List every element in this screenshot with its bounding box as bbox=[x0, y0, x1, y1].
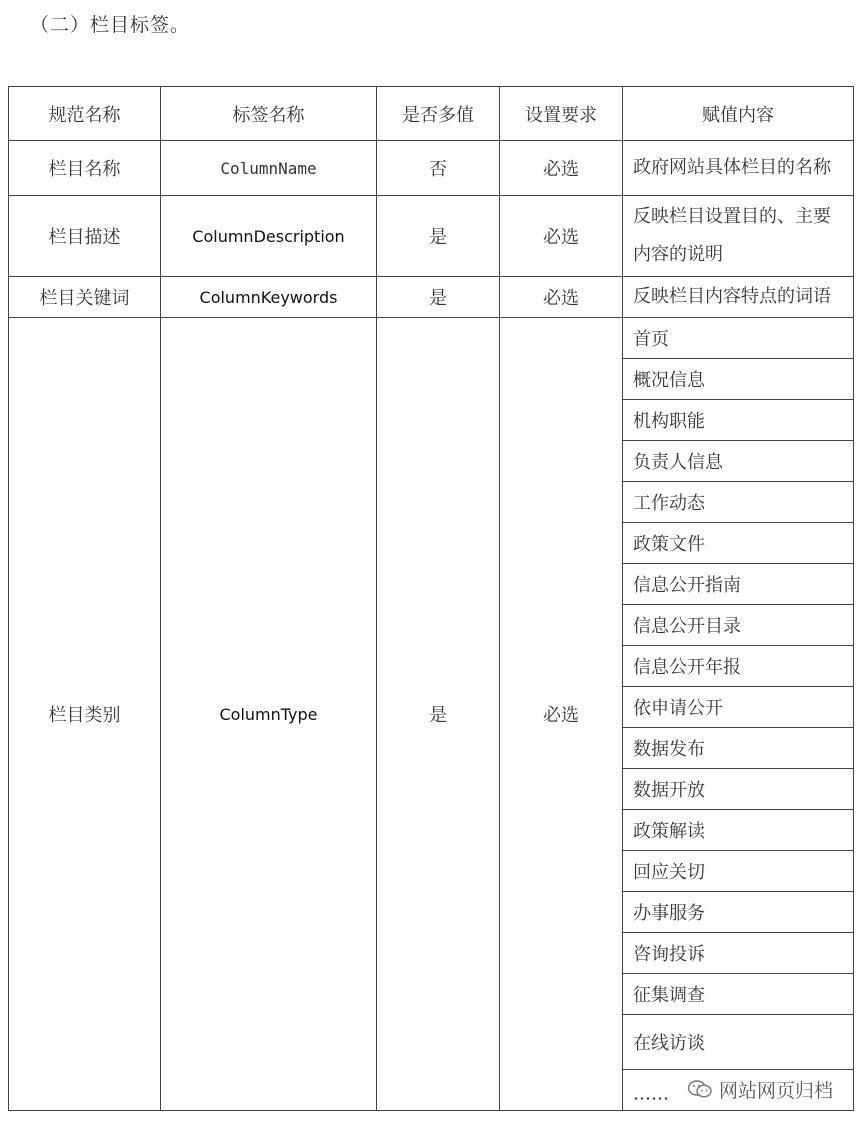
column-type-value: 机构职能 bbox=[623, 400, 853, 441]
header-tag-name: 标签名称 bbox=[161, 87, 377, 141]
ellipsis: …… bbox=[633, 1083, 669, 1105]
header-requirement: 设置要求 bbox=[500, 87, 623, 141]
column-type-value: 政策解读 bbox=[623, 810, 853, 851]
column-type-value: 数据开放 bbox=[623, 769, 853, 810]
cell-tag-name: ColumnName bbox=[161, 141, 377, 196]
cell-requirement: 必选 bbox=[500, 277, 623, 318]
column-type-value: 负责人信息 bbox=[623, 441, 853, 482]
column-type-value: 首页 bbox=[623, 318, 853, 359]
cell-tag-name: ColumnKeywords bbox=[161, 277, 377, 318]
column-type-value: 征集调查 bbox=[623, 974, 853, 1015]
column-type-value: 依申请公开 bbox=[623, 687, 853, 728]
column-type-value: 工作动态 bbox=[623, 482, 853, 523]
column-type-value: 在线访谈 bbox=[623, 1015, 853, 1070]
table-row bbox=[9, 141, 854, 196]
cell-value-content bbox=[623, 196, 854, 277]
list-item bbox=[623, 1015, 853, 1070]
cell-requirement: 必选 bbox=[500, 318, 623, 1111]
list-item bbox=[623, 728, 853, 769]
column-type-value: 办事服务 bbox=[623, 892, 853, 933]
list-item bbox=[623, 1070, 853, 1111]
list-item bbox=[623, 769, 853, 810]
list-item bbox=[623, 564, 853, 605]
column-type-value: 回应关切 bbox=[623, 851, 853, 892]
ellipsis-cell bbox=[623, 1070, 853, 1111]
cell-value-content: 反映栏目内容特点的词语 bbox=[623, 277, 854, 318]
value-line: 反映栏目设置目的、主要 bbox=[633, 206, 831, 227]
column-type-value: 咨询投诉 bbox=[623, 933, 853, 974]
column-type-value: 数据发布 bbox=[623, 728, 853, 769]
column-type-list bbox=[623, 318, 853, 1110]
list-item bbox=[623, 810, 853, 851]
cell-multi-value: 是 bbox=[377, 196, 500, 277]
cell-value-list bbox=[623, 318, 854, 1111]
cell-value-content: 政府网站具体栏目的名称 bbox=[623, 141, 854, 196]
cell-spec-name: 栏目类别 bbox=[9, 318, 161, 1111]
list-item bbox=[623, 933, 853, 974]
list-item bbox=[623, 646, 853, 687]
list-item bbox=[623, 605, 853, 646]
header-spec-name: 规范名称 bbox=[9, 87, 161, 141]
list-item bbox=[623, 523, 853, 564]
cell-tag-name: ColumnType bbox=[161, 318, 377, 1111]
list-item bbox=[623, 974, 853, 1015]
watermark bbox=[687, 1076, 833, 1103]
cell-requirement: 必选 bbox=[500, 196, 623, 277]
table-row bbox=[9, 318, 854, 1111]
cell-requirement: 必选 bbox=[500, 141, 623, 196]
value-line: 内容的说明 bbox=[633, 244, 723, 265]
column-tag-table bbox=[8, 86, 854, 1111]
list-item bbox=[623, 400, 853, 441]
cell-spec-name: 栏目关键词 bbox=[9, 277, 161, 318]
column-type-value: 政策文件 bbox=[623, 523, 853, 564]
column-type-value: 信息公开目录 bbox=[623, 605, 853, 646]
cell-spec-name: 栏目名称 bbox=[9, 141, 161, 196]
column-type-value: 信息公开指南 bbox=[623, 564, 853, 605]
cell-spec-name: 栏目描述 bbox=[9, 196, 161, 277]
cell-multi-value: 是 bbox=[377, 318, 500, 1111]
list-item bbox=[623, 318, 853, 359]
list-item bbox=[623, 482, 853, 523]
header-multi-value: 是否多值 bbox=[377, 87, 500, 141]
cell-multi-value: 是 bbox=[377, 277, 500, 318]
column-type-value: 信息公开年报 bbox=[623, 646, 853, 687]
cell-multi-value: 否 bbox=[377, 141, 500, 196]
table-row bbox=[9, 277, 854, 318]
list-item bbox=[623, 359, 853, 400]
wechat-icon bbox=[687, 1079, 713, 1099]
list-item bbox=[623, 851, 853, 892]
watermark-text: 网站网页归档 bbox=[719, 1079, 834, 1102]
list-item bbox=[623, 687, 853, 728]
column-type-value: 概况信息 bbox=[623, 359, 853, 400]
table-row bbox=[9, 196, 854, 277]
header-value-content: 赋值内容 bbox=[623, 87, 854, 141]
cell-tag-name: ColumnDescription bbox=[161, 196, 377, 277]
list-item bbox=[623, 441, 853, 482]
table-header-row bbox=[9, 87, 854, 141]
section-heading: （二）栏目标签。 bbox=[30, 14, 191, 36]
list-item bbox=[623, 892, 853, 933]
